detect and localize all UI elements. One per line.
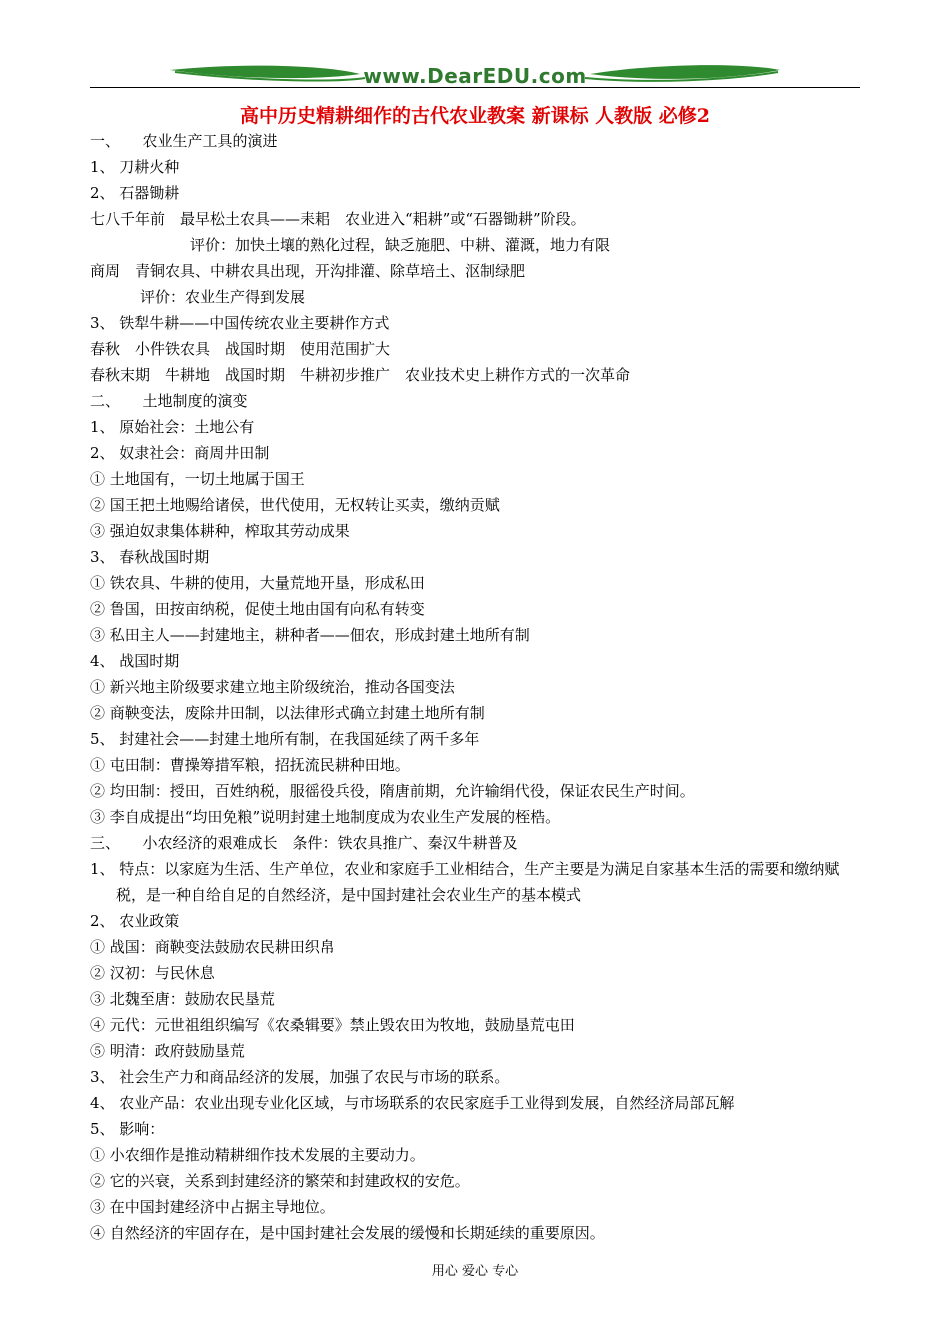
- document-line: ③ 李自成提出“均田免粮”说明封建土地制度成为农业生产发展的桎梏。: [90, 808, 561, 826]
- document-line: ④ 自然经济的牢固存在，是中国封建社会发展的缓慢和长期延续的重要原因。: [90, 1224, 605, 1242]
- document-line: 三、 小农经济的艰难成长 条件：铁农具推广、秦汉牛耕普及: [90, 834, 518, 852]
- document-line: ② 均田制：授田，百姓纳税，服徭役兵役，隋唐前期，允许输绢代役，保证农民生产时间。: [90, 782, 695, 800]
- document-line: ③ 强迫奴隶集体耕种，榨取其劳动成果: [90, 522, 350, 540]
- header-divider: [90, 87, 860, 88]
- document-line: 2、 农业政策: [90, 912, 180, 930]
- document-line: ① 屯田制：曹操筹措军粮，招抚流民耕种田地。: [90, 756, 410, 774]
- document-title: 高中历史精耕细作的古代农业教案 新课标 人教版 必修2: [239, 105, 711, 127]
- document-line: ② 鲁国，田按亩纳税，促使土地由国有向私有转变: [90, 600, 425, 618]
- document-line: 春秋 小件铁农具 战国时期 使用范围扩大: [90, 340, 391, 358]
- document-line: 5、 影响：: [90, 1120, 165, 1138]
- document-line: 一、 农业生产工具的演进: [90, 132, 278, 150]
- document-line: 评价：加快土壤的熟化过程，缺乏施肥、中耕、灌溉，地力有限: [190, 236, 611, 254]
- document-line: 1、 刀耕火种: [90, 158, 180, 176]
- document-line: ③ 北魏至唐：鼓励农民垦荒: [90, 990, 275, 1008]
- document-line: 4、 战国时期: [90, 652, 180, 670]
- document-line: ⑤ 明清：政府鼓励垦荒: [90, 1042, 245, 1060]
- document-line: 七八千年前 最早松土农具——耒耜 农业进入“耜耕”或“石器锄耕”阶段。: [90, 210, 586, 228]
- document-line: ① 土地国有，一切土地属于国王: [90, 470, 305, 488]
- document-line: ② 汉初：与民休息: [90, 964, 215, 982]
- document-line: ① 战国：商鞅变法鼓励农民耕田织帛: [90, 938, 335, 956]
- document-line: 4、 农业产品：农业出现专业化区域，与市场联系的农民家庭手工业得到发展，自然经济局部瓦解: [90, 1094, 735, 1112]
- document-line: 2、 石器锄耕: [90, 184, 180, 202]
- site-header-banner: [90, 58, 860, 98]
- document-line: ① 小农细作是推动精耕细作技术发展的主要动力。: [90, 1146, 425, 1164]
- document-line: 二、 土地制度的演变: [90, 392, 248, 410]
- document-line: 1、 原始社会：土地公有: [90, 418, 255, 436]
- document-body: [90, 128, 862, 1246]
- document-line: 评价：农业生产得到发展: [140, 288, 306, 306]
- document-line: ① 新兴地主阶级要求建立地主阶级统治，推动各国变法: [90, 678, 455, 696]
- document-line: 3、 社会生产力和商品经济的发展，加强了农民与市场的联系。: [90, 1068, 510, 1086]
- document-line: ① 铁农具、牛耕的使用，大量荒地开垦，形成私田: [90, 574, 425, 592]
- document-line: ② 商鞅变法，废除井田制，以法律形式确立封建土地所有制: [90, 704, 485, 722]
- document-line: ③ 在中国封建经济中占据主导地位。: [90, 1198, 335, 1216]
- document-line: ② 它的兴衰，关系到封建经济的繁荣和封建政权的安危。: [90, 1172, 470, 1190]
- document-line: 商周 青铜农具、中耕农具出现，开沟排灌、除草培土、沤制绿肥: [90, 262, 526, 280]
- document-line: 3、 铁犁牛耕——中国传统农业主要耕作方式: [90, 314, 390, 332]
- document-line: ② 国王把土地赐给诸侯，世代使用，无权转让买卖，缴纳贡赋: [90, 496, 500, 514]
- document-line: ④ 元代：元世祖组织编写《农桑辑要》禁止毁农田为牧地，鼓励垦荒屯田: [90, 1016, 575, 1034]
- document-line: 5、 封建社会——封建土地所有制，在我国延续了两千多年: [90, 730, 480, 748]
- page-footer: 用心 爱心 专心: [431, 1264, 519, 1279]
- document-line: 2、 奴隶社会：商周井田制: [90, 444, 270, 462]
- document-line: ③ 私田主人——封建地主，耕种者——佃农，形成封建土地所有制: [90, 626, 530, 644]
- document-line: 春秋末期 牛耕地 战国时期 牛耕初步推广 农业技术史上耕作方式的一次革命: [90, 366, 631, 384]
- document-line: 1、 特点：以家庭为生活、生产单位，农业和家庭手工业相结合，生产主要是为满足自家基本生活的需要和缴纳赋税，是一种自给自足的自然经济，是中国封建社会农业生产的基本模式: [90, 860, 840, 904]
- document-line: 3、 春秋战国时期: [90, 548, 210, 566]
- site-logo-text: www.DearEDU.com: [363, 64, 587, 88]
